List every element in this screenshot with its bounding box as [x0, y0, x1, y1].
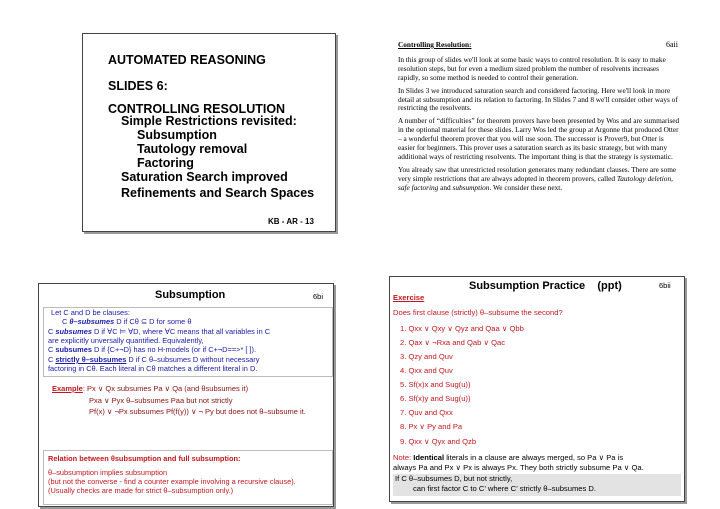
- topic-item: Factoring: [137, 156, 194, 170]
- example-line: Pf(x) ∨ ¬Px subsumes Pf(f(y)) ∨ ¬ Py but does not θ–subsume it.: [89, 407, 306, 416]
- note-box-line: can first factor C to C’ where C’ strictly θ–subsumes D.: [413, 484, 597, 493]
- exercise-item: 4. Qxx and Quv: [400, 366, 453, 375]
- def-line: C strictly θ–subsumes D if C θ–subsumes D without necessary: [48, 355, 260, 364]
- definition-box: [43, 307, 333, 377]
- relation-box: [43, 450, 333, 505]
- example-line: Pxa ∨ Pyx θ–subsumes Paa but not strictly: [89, 395, 233, 405]
- relation-title: Relation between θsubsumption and full subsumption:: [48, 454, 241, 463]
- exercise-label: Exercise: [393, 293, 425, 302]
- notes-paragraph: In this group of slides we'll look at some basic ways to control resolution. It is easy to make resolution steps, but for even a medium sized problem the number of resolvents increases rapidly, so some method is needed to control their generation.: [398, 54, 666, 82]
- example-line: Example: Px ∨ Qx subsumes Pa ∨ Qa (and θsubsumes it): [52, 384, 249, 393]
- title-slide: [82, 33, 336, 232]
- def-line: Let C and D be clauses:: [51, 308, 130, 317]
- exercise-item: 6. Sf(x)y and Sug(u)): [400, 394, 471, 403]
- exercise-item: 3. Qzy and Quv: [400, 352, 453, 361]
- slide-page-label: 6bi: [313, 292, 324, 301]
- slide-title: AUTOMATED REASONING: [108, 53, 266, 67]
- topic-item: Refinements and Search Spaces: [121, 186, 315, 200]
- subsumption-slide: [38, 283, 334, 507]
- notes-text: [398, 41, 680, 197]
- note-box: [393, 474, 681, 496]
- slides-label: SLIDES 6:: [108, 79, 168, 93]
- exercise-item: 5. Sf(x)x and Sug(u)): [400, 380, 471, 389]
- exercise-item: 8. Px ∨ Py and Pa: [400, 422, 463, 431]
- subtitle: Simple Restrictions revisited:: [121, 114, 297, 128]
- slide-title: Subsumption: [155, 289, 226, 301]
- relation-line: (but not the converse - find a counter example involving a recursive clause).: [48, 477, 296, 486]
- notes-paragraph: In Slides 3 we introduced saturation search and considered factoring. Here we'll look in more detail at subsumption and its relation to factoring. In Slides 7 and 8 we'll consider other ways of restricting the resolvents.: [398, 85, 678, 113]
- notes-page-label: 6aii: [666, 40, 678, 49]
- exercise-item: 2. Qax ∨ ¬Rxa and Qab ∨ Qac: [400, 338, 506, 347]
- slide-footer: KB - AR - 13: [268, 217, 314, 226]
- topic-item: Saturation Search improved: [121, 170, 288, 184]
- note-line: always Pa and Px ∨ Px is always Px. They both strictly subsume Pa ∨ Qa.: [393, 463, 644, 472]
- def-line: factoring in Cθ. Each literal in Cθ matches a different literal in D.: [48, 364, 258, 373]
- exercise-question: Does first clause (strictly) θ–subsume the second?: [393, 308, 563, 317]
- practice-slide: [389, 276, 685, 502]
- exercise-item: 7. Quv and Qxx: [400, 408, 453, 417]
- def-line: are explicitly unversally quantified. Equivalently,: [48, 336, 204, 345]
- notes-paragraph: A number of “difficulties” for theorem provers have been presented by Wos and are summarised in the optional material for these slides. Larry Wos led the group at Argonne that produced Otter – a wonderful theorem prover that you will use soon. The successor is Prover9, but Otter is easier for beginners. This prover uses a saturation search as its basic strategy, but with many additional ways of restricting resolvents. The important thing is that the strategy is systematic.: [398, 116, 680, 161]
- notes-paragraph: You already saw that unrestricted resolution generates many redundant clauses. There are some very simple restrictions that are always adopted in theorem provers, called Tautology deletion, safe factoring and subsumption. We consider these next.: [398, 164, 677, 192]
- topic-item: Tautology removal: [137, 142, 248, 156]
- relation-line: (Usually checks are made for strict θ–subsumption only.): [48, 486, 234, 495]
- exercise-item: 1. Qxx ∨ Qxy ∨ Qyz and Qaa ∨ Qbb: [400, 324, 524, 333]
- slide-page-label: 6bii: [659, 281, 671, 290]
- note-line: Note: Identical literals in a clause are always merged, so Pa ∨ Pa is: [393, 453, 624, 462]
- exercise-item: 9. Qxx ∨ Qyx and Qzb: [400, 437, 477, 446]
- def-line: C subsumes D if {C+¬D} has no H-models (or if C+¬D==>* [ ]).: [48, 345, 257, 354]
- topic-item: Subsumption: [137, 128, 217, 142]
- def-line: C θ–subsumes D if Cθ ⊆ D for some θ: [62, 317, 192, 326]
- notes-title: Controlling Resolution:: [398, 40, 472, 49]
- slide-title: Subsumption Practice (ppt): [469, 280, 622, 292]
- section-heading: CONTROLLING RESOLUTION: [108, 102, 286, 116]
- examples: [52, 383, 306, 418]
- def-line: C subsumes D if ∀C ⊨ ∀D, where ∀C means that all variables in C: [48, 327, 271, 336]
- relation-line: θ–subsumption implies subsumption: [48, 468, 168, 477]
- note-box-line: If C θ–subsumes D, but not strictly,: [395, 474, 513, 483]
